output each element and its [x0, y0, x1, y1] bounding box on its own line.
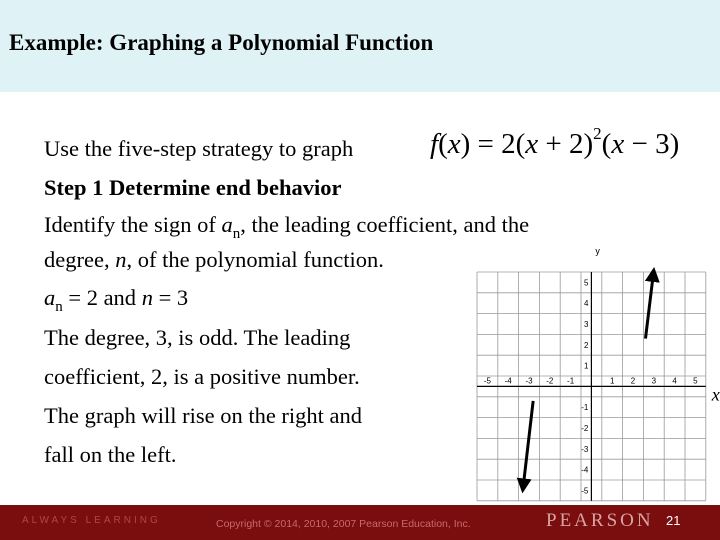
y-tick-label: -2	[581, 424, 589, 433]
x-axis-label: x	[711, 384, 720, 405]
y-tick-label: -4	[581, 465, 589, 475]
formula-open2: (	[601, 128, 612, 160]
x-tick-label: -1	[567, 376, 575, 386]
y-tick-label: -1	[581, 403, 589, 413]
degree-text-a: degree,	[44, 247, 116, 272]
x-tick-label: 4	[672, 376, 677, 386]
degree-text-b: , of the polynomial function.	[126, 247, 384, 272]
explanation-line-2: coefficient, 2, is a positive number.	[44, 364, 360, 389]
identify-text-a: Identify the sign of	[44, 212, 222, 237]
footer-tagline: ALWAYS LEARNING	[22, 515, 161, 526]
y-tick-label: -3	[581, 444, 589, 454]
formula-x2: x	[525, 128, 539, 160]
explanation-line-4: fall on the left.	[44, 442, 177, 467]
identify-line	[44, 212, 530, 242]
formula-x1: x	[447, 128, 461, 160]
values-text-b: = 3	[152, 285, 189, 310]
x-tick-label: 1	[609, 376, 615, 386]
x-tick-label: -2	[546, 376, 554, 386]
formula-plus: + 2)	[538, 128, 594, 160]
formula-open: (	[438, 128, 448, 160]
values-line	[44, 285, 189, 315]
y-tick-label: 5	[583, 278, 589, 288]
y-tick-label: 4	[583, 299, 589, 309]
explanation-line-1: The degree, 3, is odd. The leading	[44, 325, 351, 350]
footer-brand-logo: PEARSON	[546, 510, 654, 531]
formula-eq: ) = 2(	[460, 128, 526, 160]
graph-axes	[477, 272, 706, 501]
x-tick-label: 3	[651, 376, 657, 386]
footer-copyright: Copyright © 2014, 2010, 2007 Pearson Education, Inc.	[216, 518, 471, 530]
y-tick-label: 1	[583, 361, 589, 371]
polynomial-formula	[430, 124, 680, 161]
identify-text-b: , the leading coefficient, and the	[240, 212, 530, 237]
y-tick-label: -5	[581, 486, 589, 496]
formula-minus: − 3)	[624, 128, 680, 160]
footer-bar	[0, 505, 720, 540]
fall-left-arrow	[523, 401, 533, 490]
y-tick-label: 2	[583, 340, 589, 350]
page-number: 21	[666, 513, 681, 528]
values-var-a: a	[44, 285, 56, 310]
title-bar	[0, 0, 720, 92]
x-tick-label: -4	[504, 376, 512, 386]
slide-title: Example: Graphing a Polynomial Function	[9, 30, 434, 55]
x-tick-label: 2	[630, 376, 636, 386]
identify-sub-n: n	[232, 226, 241, 242]
y-axis-label: y	[595, 246, 600, 256]
values-sub-n: n	[55, 299, 63, 315]
values-var-n: n	[141, 285, 153, 310]
intro-line: Use the five-step strategy to graph	[44, 136, 354, 161]
x-tick-label: 5	[693, 376, 698, 386]
rise-right-arrow	[645, 270, 653, 339]
end-behavior-graph	[455, 242, 720, 496]
degree-line	[44, 249, 384, 272]
explanation-line-3: The graph will rise on the right and	[44, 403, 363, 428]
values-text-a: = 2 and	[62, 285, 142, 310]
x-tick-label: -3	[525, 376, 533, 386]
y-tick-label: 3	[583, 320, 589, 329]
identify-var-a: a	[221, 212, 233, 237]
step-heading: Step 1 Determine end behavior	[44, 175, 342, 200]
formula-f: f	[430, 128, 439, 160]
x-tick-label: -5	[483, 376, 491, 386]
degree-var-n: n	[115, 247, 127, 272]
formula-exponent: 2	[593, 124, 602, 143]
formula-x3: x	[611, 128, 625, 160]
